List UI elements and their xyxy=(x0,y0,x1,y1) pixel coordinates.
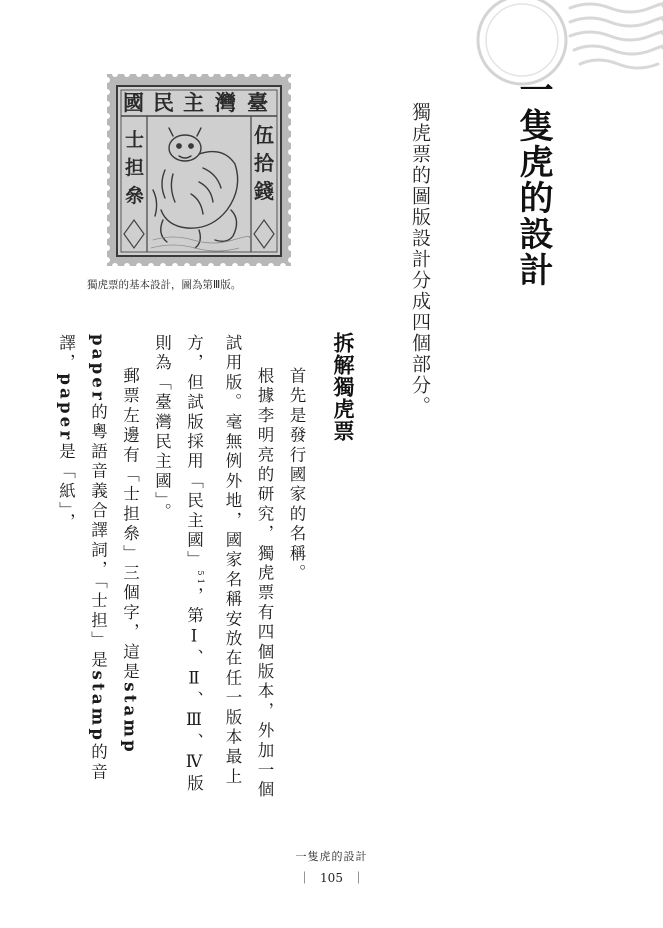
body-text xyxy=(56,334,312,804)
page-number-bar: ｜ xyxy=(298,871,311,885)
section-title: 拆解獨虎票 xyxy=(331,332,355,442)
stamp-char: 㕘 xyxy=(125,185,145,207)
running-head: 一隻虎的設計 xyxy=(295,850,368,863)
chapter-title: 一隻虎的設計 xyxy=(513,72,553,288)
page-number-bar: ｜ xyxy=(352,871,365,885)
chapter-subtitle: 獨虎票的圖版設計分成四個部分。 xyxy=(409,102,431,417)
latin-term: stamp xyxy=(88,670,108,744)
stamp-char: 民 xyxy=(153,91,174,115)
page-number xyxy=(0,869,663,886)
stamp-char: 灣 xyxy=(215,91,236,115)
paragraph-text: 的粵語音義合譯詞，「士担」是 xyxy=(88,402,108,671)
paragraph-text: 郵票左邊有「士担㕘」三個字，這是 xyxy=(120,367,140,683)
stamp-char: 錢 xyxy=(254,179,274,203)
paragraph xyxy=(146,334,281,804)
postmark-decoration xyxy=(470,0,663,110)
stamp-char: 臺 xyxy=(247,91,268,115)
footnote-ref: 51 xyxy=(196,570,205,587)
paragraph-text: 的音譯， xyxy=(56,334,108,783)
latin-term: stamp paper xyxy=(88,334,140,755)
stamp-char: 主 xyxy=(183,91,204,115)
paragraph xyxy=(280,334,312,804)
stamp-char: 國 xyxy=(123,91,144,115)
figure-caption: 獨虎票的基本設計，圖為第Ⅲ版。 xyxy=(87,279,242,291)
paragraph-text: 首先是發行國家的名稱。 xyxy=(287,367,306,584)
stamp-char: 士 xyxy=(125,129,145,151)
latin-term: paper xyxy=(56,373,76,443)
paragraph xyxy=(50,334,146,804)
paragraph-text: 根據李明亮的研究，獨虎票有四個版本，外加一個試用版。毫無例外地，國家名稱安放在任一版本最上方，但試版採用「民主國」 xyxy=(184,334,274,801)
stamp-char: 伍 xyxy=(254,123,274,147)
paragraph-text: ，第Ⅰ、Ⅱ、Ⅲ、Ⅳ版則為「臺灣民主國」。 xyxy=(152,334,204,794)
page-number-value: 105 xyxy=(320,871,343,885)
tiger-stamp-illustration xyxy=(103,70,295,270)
paragraph-text: 是「紙」， xyxy=(56,442,76,533)
stamp-char: 拾 xyxy=(254,151,274,175)
stamp-char: 担 xyxy=(125,157,145,179)
